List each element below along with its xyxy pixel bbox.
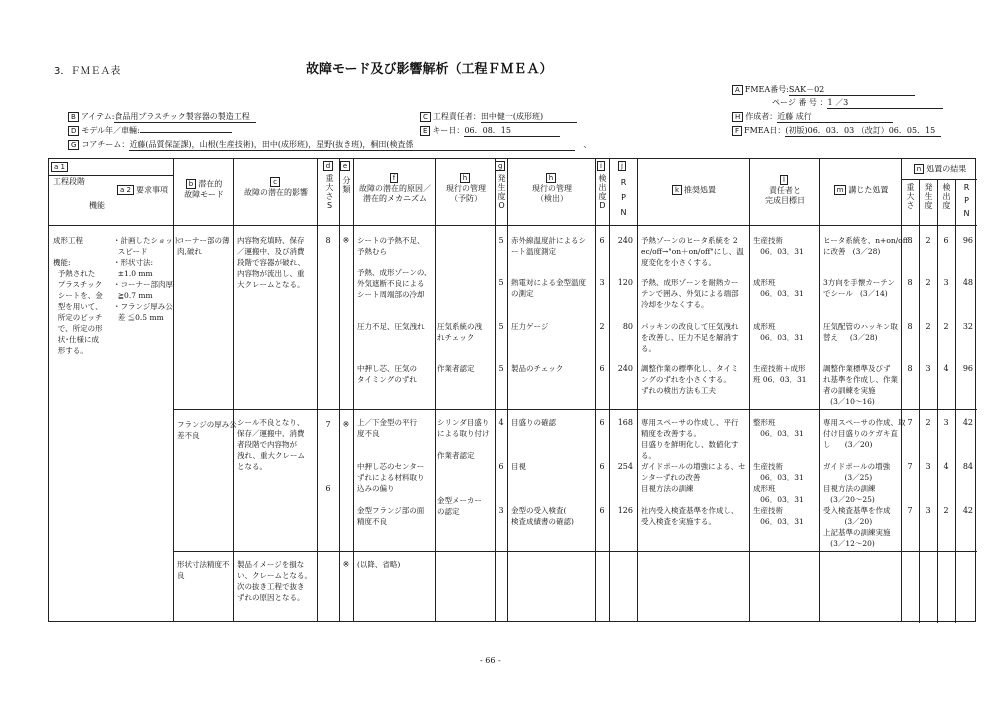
responsibility: 生産技術 06．03．31	[753, 236, 804, 256]
header-responsibility: l 責任者と 完成目標日	[765, 176, 805, 205]
header-class: e 分類	[339, 161, 353, 194]
failure-mode: 形状寸法精度不 良	[177, 560, 230, 580]
action-taken: ヒータ系統を、n+on/off に改善 (3／28)	[823, 236, 909, 256]
detection-control: 目視	[511, 462, 526, 471]
core-team-field: G コアチーム：近藤(品質保証課)，山根(生産技術)，田中(成形班)，星野(抜き班)，桐田(検査係 、	[68, 139, 591, 151]
result-occurrence: 2	[925, 278, 931, 287]
header-function: 機能	[89, 201, 105, 210]
result-rpn: 32	[962, 322, 973, 331]
cause: 予熱、成形ゾーンの、 外気遮断不良による シート周端部の冷却	[357, 268, 432, 299]
result-rpn: 84	[962, 462, 973, 471]
result-occurrence: 3	[925, 506, 931, 515]
detection-control: 熱電対による金型温度 の測定	[511, 278, 586, 298]
occurrence-value: 3	[498, 506, 504, 515]
requirements-text: ・計画したショット スピード ・形状寸法: ±1.0 mm ・コーナー部肉厚 ≧0.7 mm ・フランジ厚み公 差 ≦0.5 mm	[113, 236, 181, 322]
page-number-field: ページ 番 号 ：1 ／3	[772, 97, 943, 109]
result-severity: 8	[907, 236, 913, 245]
process-header-line	[49, 175, 173, 176]
detection-value: 2	[599, 322, 605, 331]
cause: シートの予熱不足、 予熱むら	[357, 236, 425, 256]
result-occurrence: 3	[925, 364, 931, 373]
failure-effect: 内容物充填時、保存 ／運搬中、及び消費 段階で容器が破れ、 内容物が流出し、重 大クレームとなる。	[237, 236, 305, 289]
result-detection: 2	[943, 322, 949, 331]
result-severity: 8	[907, 322, 913, 331]
cause: 圧力不足、圧気洩れ	[357, 322, 425, 331]
header-requirements: a 2 要求事項	[117, 185, 168, 196]
header-a1: a 1	[51, 162, 70, 173]
severity-value-alt: 6	[325, 484, 331, 493]
fmea-number-field: A FMEA番号:SAK－02	[732, 84, 915, 96]
item-field: B アイテム:食品用プラスチック製容器の製造工程	[68, 111, 256, 123]
cause: 中押し芯のセンター ずれによる材料取り 込みの偏り	[357, 462, 425, 493]
result-severity: 8	[907, 364, 913, 373]
function-text: 予熱された プラスチック シートを、金 型を用いて、 所定のピッチ で、所定の形 状･仕様に成 形する。	[57, 269, 103, 355]
result-detection: 6	[943, 236, 949, 245]
occurrence-value: 5	[498, 322, 504, 331]
header-detection: i 検出度D	[598, 162, 607, 211]
result-occurrence: 3	[925, 462, 931, 471]
result-detection: 3	[943, 418, 949, 427]
responsibility: 成形班 06．03．31	[753, 278, 804, 298]
detection-value: 3	[599, 278, 605, 287]
severity-value: 7	[325, 420, 331, 429]
occurrence-value: 5	[498, 236, 504, 245]
header-failure-mode: b 潜在的 故障モード	[184, 179, 224, 199]
action-taken: 専用スペーサの作成、取 付け目盛りのケガキ直 し (3／20)	[823, 418, 906, 449]
header-causes: f 故障の潜在的原因／ 潜在的メカニズム	[359, 174, 431, 203]
recommended-action: 社内受入検査基準を作成し、 受入検査を実施する。	[641, 506, 739, 526]
recommended-action: パッキンの改良して圧気洩れ を改善し、圧力不足を解消す る。	[641, 322, 739, 353]
occurrence-value: 5	[498, 364, 504, 373]
rpn-value: 80	[622, 322, 633, 331]
header-separator	[49, 225, 977, 226]
detection-control: 金型の受入検査( 検査成績書の確認)	[511, 506, 574, 526]
detection-value: 6	[599, 364, 605, 373]
model-field: D モデル年／車輛:	[68, 125, 232, 136]
failure-effect: 製品イメージを損な い、クレームとなる。 次の抜き工程で抜き ずれの原因となる。	[237, 560, 312, 602]
result-rpn: 96	[962, 236, 973, 245]
fmea-date-field: F FMEA日：(初版)06．03．03 （改訂）06．05．15	[732, 125, 941, 137]
header-process-step: 工程段階	[53, 177, 85, 186]
result-occurrence: 2	[925, 322, 931, 331]
recommended-action: ガイドポールの増強による、セ ンターずれの改善 目視方法の訓練	[641, 462, 746, 493]
cause: 金型フランジ部の面 精度不良	[357, 506, 425, 526]
result-occurrence: 2	[925, 236, 931, 245]
process-owner-field: C 工程責任者：田中健一(成形班)	[420, 111, 577, 123]
result-rpn: 42	[962, 506, 973, 515]
class-mark: ※	[342, 560, 350, 569]
header-actions: k 推奨処置	[639, 185, 749, 196]
rpn-value: 126	[617, 506, 633, 515]
col-divider	[937, 179, 938, 623]
action-taken: ガイドポールの増強 (3／25) 目視方法の訓練 (3／20～25)	[823, 462, 891, 504]
recommended-action: 専用スペーサの作成し、平行 精度を改善する。 目盛りを鮮明化し、数値化す る。	[641, 418, 739, 460]
header-actions-taken: m 講じた処置	[821, 185, 901, 196]
col-divider	[919, 179, 920, 623]
key-date-field: E キー日：06．08．15	[420, 125, 560, 137]
class-mark: ※	[342, 420, 350, 429]
result-rpn: 96	[962, 364, 973, 373]
responsibility: 生産技術 06．03．31 成形班 06．03．31	[753, 462, 804, 504]
process-name: 成形工程	[53, 236, 83, 245]
cause: 中押し芯、圧気の タイミングのずれ	[357, 364, 417, 384]
prevention-control: シリンダ目盛り による取り付け 作業者認定	[437, 418, 490, 460]
result-rpn: 42	[962, 418, 973, 427]
header-result-rpn: RPN	[962, 183, 971, 222]
failure-mode: コーナー部の薄 肉,破れ	[177, 236, 230, 256]
result-occurrence: 2	[925, 418, 931, 427]
header-detection-control: h 現行の管理 （検出）	[532, 174, 572, 203]
result-severity: 7	[907, 462, 913, 471]
action-taken: 圧気配管のハッキン取 替え (3／28)	[823, 322, 898, 342]
cause: 上／下金型の平行 度不良	[357, 418, 417, 438]
header-result-occurrence: 発生度	[924, 183, 933, 210]
class-mark: ※	[342, 236, 350, 245]
rpn-value: 254	[617, 462, 633, 471]
detection-value: 6	[599, 418, 605, 427]
severity-value: 8	[325, 236, 331, 245]
group-separator	[173, 551, 977, 552]
detection-value: 6	[599, 236, 605, 245]
action-taken: 3方向を手懐カーテン でシール (3／14)	[823, 278, 895, 298]
page-number: - 66 -	[480, 656, 501, 665]
detection-value: 6	[599, 462, 605, 471]
occurrence-value: 4	[498, 418, 504, 427]
recommended-action: 予熱、成形ゾーンを耐熱カー テンで囲み、外気による端部 冷却を少なくする。	[641, 278, 739, 309]
action-taken: 調整作業標準及びず れ基準を作成し、作業 者の訓練を実施 (3／10～16)	[823, 364, 898, 406]
page-title: 故障モード及び影響解析（工程ＦＭＥＡ）	[306, 62, 553, 77]
rpn-value: 240	[617, 364, 633, 373]
header-result-detection: 検出度	[942, 183, 951, 210]
result-severity: 8	[907, 278, 913, 287]
rpn-value: 240	[617, 236, 633, 245]
failure-mode: フランジの厚み公 差不良	[177, 420, 237, 440]
header-occurrence: g 発生度O	[497, 162, 506, 211]
header-prevention: h 現行の管理 （予防）	[446, 174, 486, 203]
results-separator	[901, 179, 977, 180]
result-detection: 3	[943, 278, 949, 287]
action-taken: 受入検査基準を作成 (3／20) 上記基準の訓練実施 (3／12～20)	[823, 506, 891, 548]
prevention-control: 作業者認定	[437, 364, 475, 373]
occurrence-value: 5	[498, 278, 504, 287]
rpn-value: 168	[617, 418, 633, 427]
detection-control: 製品のチェック	[511, 364, 564, 373]
responsibility: 整形班 06．03．31	[753, 418, 804, 438]
header-results: n 処置の結果	[903, 164, 977, 175]
header-effects: c 故障の潜在的影響	[244, 178, 308, 197]
author-field: H 作成者：近藤 成行	[732, 111, 893, 123]
recommended-action: 予熱ゾーンのヒータ系統を 2 ec/off→"on＋on/off"にし、温 度変化を小さくする。	[641, 236, 744, 267]
result-detection: 4	[943, 462, 949, 471]
responsibility: 生産技術 06．03．31	[753, 506, 804, 526]
result-severity: 7	[907, 506, 913, 515]
responsibility: 成形班 06．03．31	[753, 322, 804, 342]
prevention-control: 金型メーカー の認定	[437, 496, 482, 516]
detection-control: 赤外線温度計によるシ ート温度測定	[511, 236, 586, 256]
occurrence-value: 6	[498, 462, 504, 471]
detection-control: 圧力ゲージ	[511, 322, 549, 331]
detection-value: 6	[599, 506, 605, 515]
rpn-value: 120	[617, 278, 633, 287]
result-severity: 7	[907, 418, 913, 427]
detection-control: 目盛りの確認	[511, 418, 556, 427]
header-result-severity: 重大さ	[906, 183, 915, 210]
recommended-action: 調整作業の標準化し、タイミ ングのずれを小さくする。 ずれの検出方法も工夫	[641, 364, 739, 395]
section-title: 3．ＦＭＥＡ表	[54, 66, 121, 77]
result-detection: 2	[943, 506, 949, 515]
prevention-control: 圧気系統の洩 れチェック	[437, 322, 482, 342]
failure-effect: シール不良となり、 保存／運搬中、消費 者段階で内容物が 洩れ、重大クレーム となる。	[237, 418, 305, 471]
header-rpn: j RPN	[619, 162, 628, 223]
function-label: 機能:	[53, 258, 71, 267]
header-severity: d 重大さS	[319, 161, 339, 211]
result-rpn: 48	[962, 278, 973, 287]
fmea-table	[48, 158, 976, 622]
result-detection: 4	[943, 364, 949, 373]
responsibility: 生産技術＋成形 班 06．03．31	[753, 364, 807, 384]
group-separator	[173, 409, 977, 410]
omitted-note: (以降、省略)	[357, 560, 401, 569]
